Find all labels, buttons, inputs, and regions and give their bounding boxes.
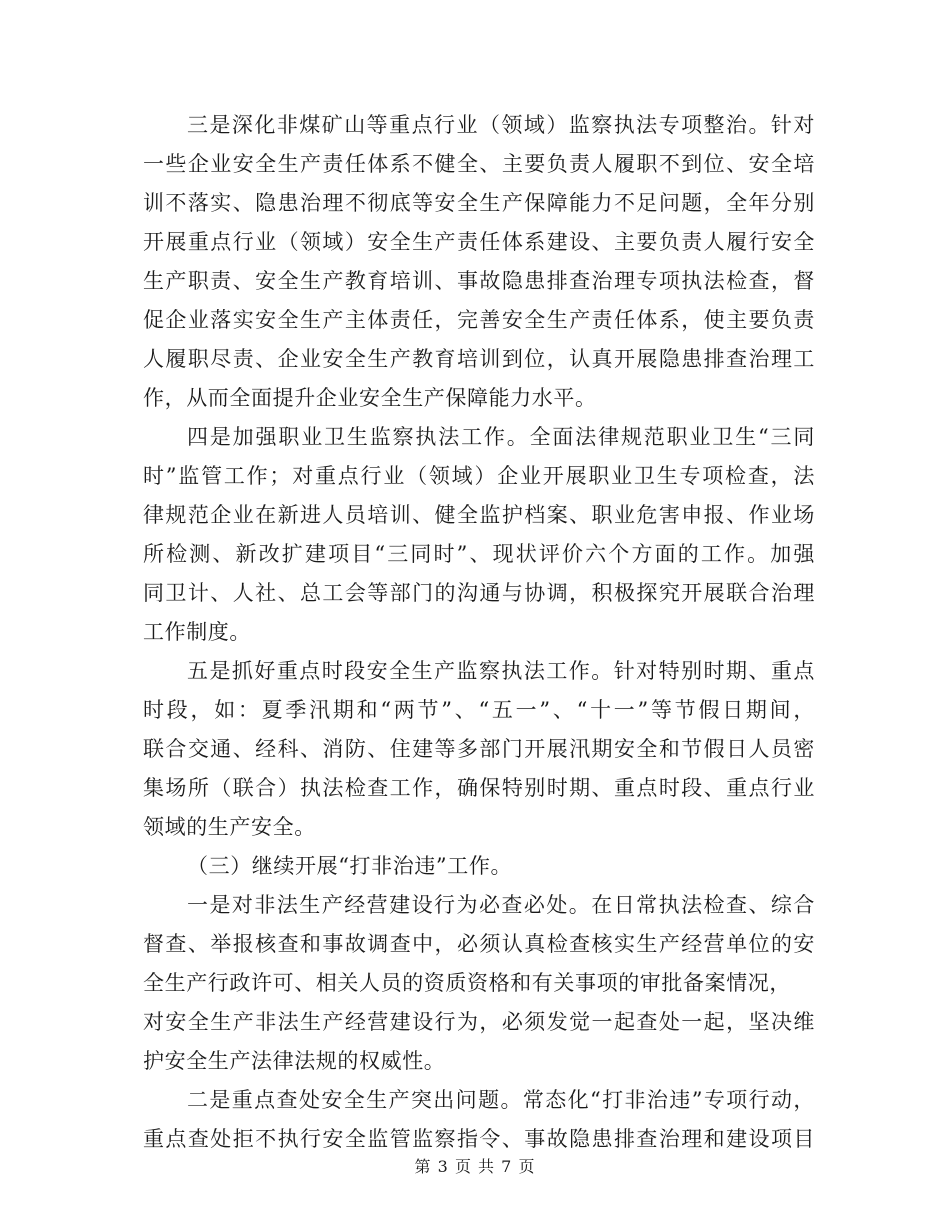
text-line: （三）继续开展“打非治违”工作。 [187,854,513,878]
footer-current-page: 3 [437,1157,449,1176]
document-body [143,106,815,1159]
text-line: 重点查处拒不执行安全监管监察指令、事故隐患排查治理和建设项目 [143,1127,815,1151]
text-line: 联合交通、经科、消防、住建等多部门开展汛期安全和节假日人员密 [143,737,815,761]
text-line: 律规范企业在新进人员培训、健全监护档案、职业危害申报、作业场 [143,503,815,527]
page-footer [0,1154,950,1177]
text-line: 一是对非法生产经营建设行为必查必处。在日常执法检查、综合 [187,893,815,917]
text-line: 集场所（联合）执法检查工作，确保特别时期、重点时段、重点行业 [143,776,815,800]
text-line: 一些企业安全生产责任体系不健全、主要负责人履职不到位、安全培 [143,152,815,176]
text-line: 人履职尽责、企业安全生产教育培训到位，认真开展隐患排查治理工 [143,347,815,371]
footer-page-label: 页 [454,1157,472,1176]
text-line: 所检测、新改扩建项目“三同时”、现状评价六个方面的工作。加强 [143,542,815,566]
footer-total-label: 共 [478,1157,496,1176]
text-line: 生产职责、安全生产教育培训、事故隐患排查治理专项执法检查，督 [143,269,815,293]
text-line: 四是加强职业卫生监察执法工作。全面法律规范职业卫生“三同 [187,425,815,449]
footer-prefix: 第 [414,1157,432,1176]
text-line: 同卫计、人社、总工会等部门的沟通与协调，积极探究开展联合治理 [143,581,815,605]
footer-suffix: 页 [518,1157,536,1176]
text-line: 时”监管工作；对重点行业（领域）企业开展职业卫生专项检查，法 [143,464,815,488]
text-line: 督查、举报核查和事故调查中，必须认真检查核实生产经营单位的安 [143,932,815,956]
text-line: 开展重点行业（领域）安全生产责任体系建设、主要负责人履行安全 [143,230,815,254]
text-line: 对安全生产非法生产经营建设行为，必须发觉一起查处一起，坚决维 [143,1010,815,1034]
text-line: 时段，如：夏季汛期和“两节”、“五一”、“十一”等节假日期间， [143,698,815,722]
text-line: 全生产行政许可、相关人员的资质资格和有关事项的审批备案情况， [143,971,791,995]
text-line: 二是重点查处安全生产突出问题。常态化“打非治违”专项行动， [187,1088,815,1112]
text-line: 三是深化非煤矿山等重点行业（领域）监察执法专项整治。针对 [187,113,815,137]
text-line: 护安全生产法律法规的权威性。 [143,1049,446,1073]
text-line: 作，从而全面提升企业安全生产保障能力水平。 [143,386,597,410]
text-line: 促企业落实安全生产主体责任，完善安全生产责任体系，使主要负责 [143,308,815,332]
text-line: 训不落实、隐患治理不彻底等安全生产保障能力不足问题，全年分别 [143,191,815,215]
text-line: 五是抓好重点时段安全生产监察执法工作。针对特别时期、重点 [187,659,815,683]
text-line: 领域的生产安全。 [143,815,316,839]
footer-total-pages: 7 [501,1157,513,1176]
text-line: 工作制度。 [143,620,251,644]
